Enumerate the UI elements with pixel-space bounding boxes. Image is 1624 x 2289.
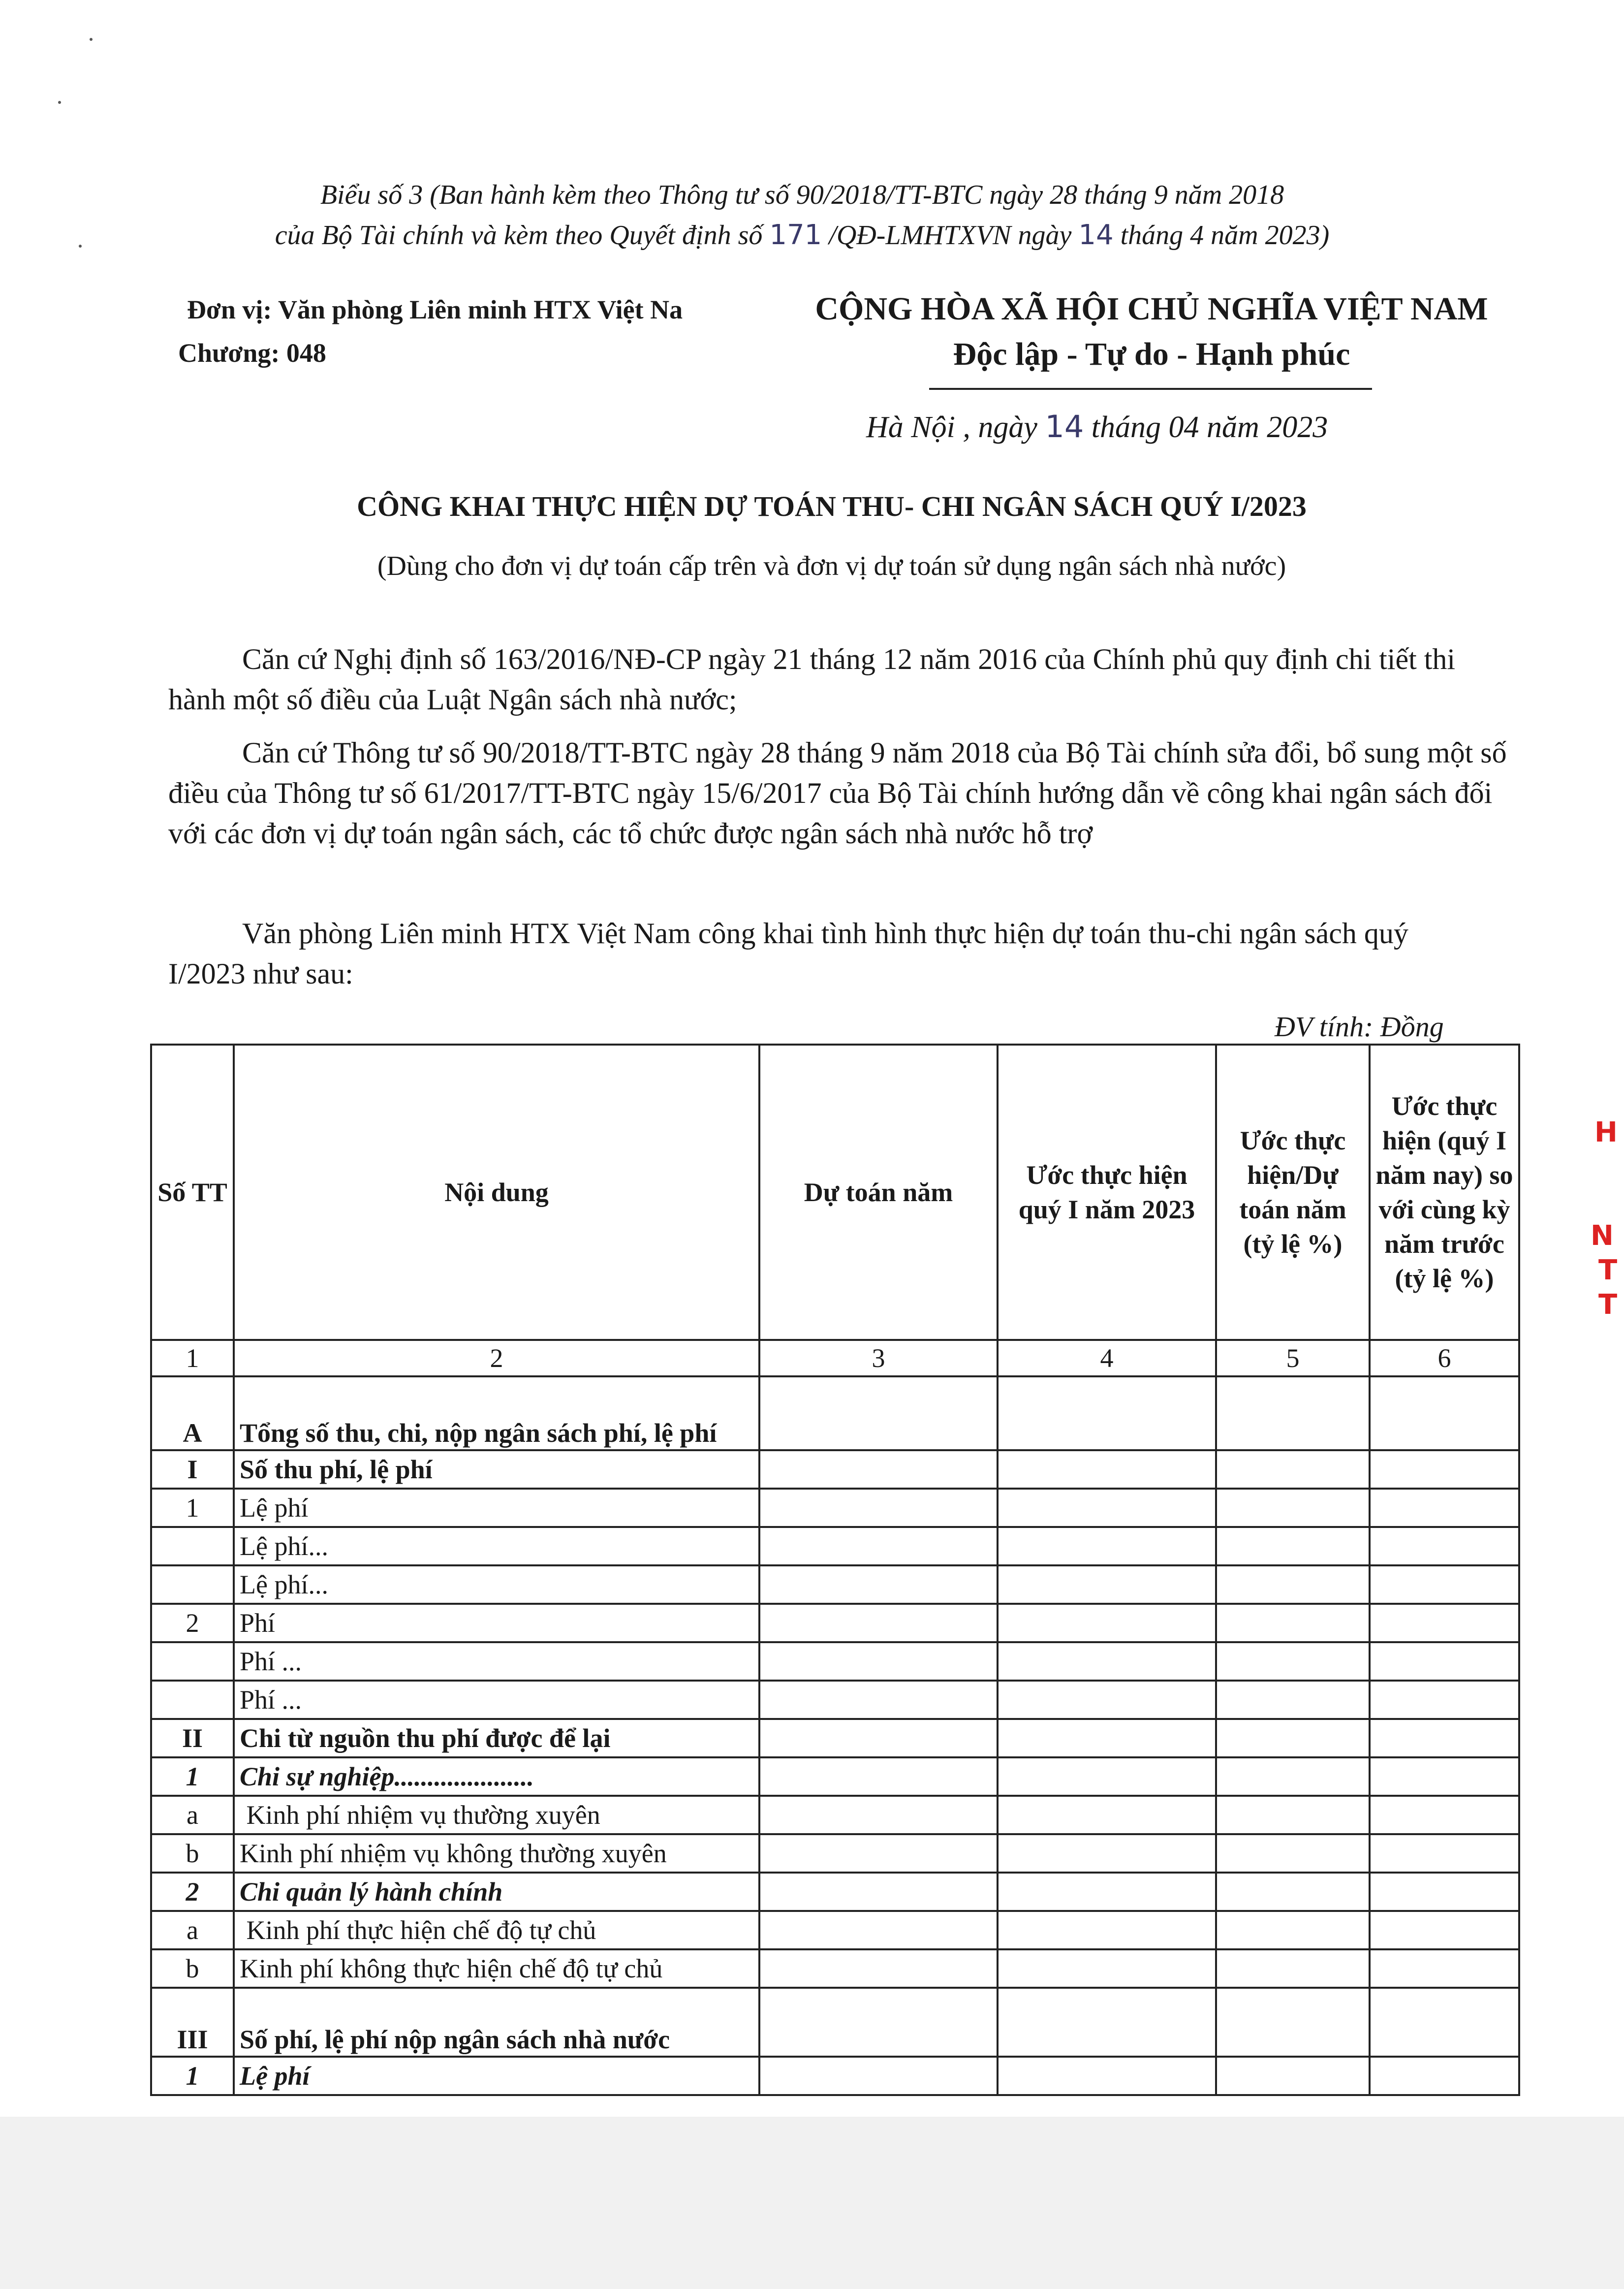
- empty-value-cell: [1370, 1988, 1519, 2057]
- row-content: Lệ phí: [234, 2057, 759, 2095]
- empty-value-cell: [1370, 1911, 1519, 1949]
- row-content: Số phí, lệ phí nộp ngân sách nhà nước: [234, 1988, 759, 2057]
- empty-value-cell: [1370, 1376, 1519, 1450]
- empty-value-cell: [1216, 1873, 1370, 1911]
- empty-value-cell: [1216, 1527, 1370, 1565]
- empty-value-cell: [1216, 1489, 1370, 1527]
- row-stt: 2: [151, 1873, 234, 1911]
- empty-value-cell: [1370, 1565, 1519, 1604]
- empty-value-cell: [759, 1796, 998, 1834]
- row-stt: 1: [151, 2057, 234, 2095]
- empty-value-cell: [1370, 1719, 1519, 1757]
- table-row: [151, 1565, 1519, 1604]
- empty-value-cell: [1370, 1642, 1519, 1681]
- row-stt: II: [151, 1719, 234, 1757]
- unit-chapter: Chương: 048: [178, 338, 326, 368]
- empty-value-cell: [1216, 1796, 1370, 1834]
- table-row: [151, 1604, 1519, 1642]
- col-number: 5: [1216, 1340, 1370, 1376]
- table-row: [151, 1376, 1519, 1450]
- row-content: Chi quản lý hành chính: [234, 1873, 759, 1911]
- empty-value-cell: [1370, 1527, 1519, 1565]
- empty-value-cell: [1216, 1450, 1370, 1489]
- row-stt: a: [151, 1796, 234, 1834]
- row-stt: 1: [151, 1757, 234, 1796]
- unit-of-measure: ĐV tính: Đồng: [1275, 1011, 1444, 1043]
- decision-number-handwritten: 171: [769, 219, 822, 251]
- budget-table: [150, 1044, 1520, 2096]
- empty-value-cell: [1216, 1834, 1370, 1873]
- table-row: [151, 1681, 1519, 1719]
- row-stt: 1: [151, 1489, 234, 1527]
- stamp-fragment: N: [1591, 1220, 1614, 1252]
- empty-value-cell: [1370, 2057, 1519, 2095]
- empty-value-cell: [998, 1376, 1216, 1450]
- empty-value-cell: [759, 1489, 998, 1527]
- row-stt: [151, 1527, 234, 1565]
- empty-value-cell: [998, 1757, 1216, 1796]
- empty-value-cell: [1216, 2057, 1370, 2095]
- scan-speck: [79, 245, 82, 248]
- row-stt: [151, 1642, 234, 1681]
- empty-value-cell: [1216, 1949, 1370, 1988]
- row-stt: a: [151, 1911, 234, 1949]
- empty-value-cell: [1370, 1681, 1519, 1719]
- empty-value-cell: [998, 1489, 1216, 1527]
- empty-value-cell: [759, 2057, 998, 2095]
- empty-value-cell: [1370, 1949, 1519, 1988]
- stamp-fragment: H: [1594, 1116, 1618, 1148]
- table-row: [151, 1988, 1519, 2057]
- empty-value-cell: [1370, 1796, 1519, 1834]
- row-content: Phí ...: [234, 1681, 759, 1719]
- empty-value-cell: [998, 2057, 1216, 2095]
- paragraph-3: Văn phòng Liên minh HTX Việt Nam công khai tình hình thực hiện dự toán thu-chi ngân sách quý I/2023 như sau:: [168, 917, 1408, 990]
- header-note-line1: Biểu số 3 (Ban hành kèm theo Thông tư số 90/2018/TT-BTC ngày 28 tháng 9 năm 2018: [320, 180, 1284, 210]
- row-content: Chi sự nghiệp.....................: [234, 1757, 759, 1796]
- empty-value-cell: [998, 1834, 1216, 1873]
- empty-value-cell: [759, 1527, 998, 1565]
- row-content: Kinh phí nhiệm vụ thường xuyên: [234, 1796, 759, 1834]
- empty-value-cell: [1216, 1988, 1370, 2057]
- row-stt: [151, 1565, 234, 1604]
- row-stt: I: [151, 1450, 234, 1489]
- empty-value-cell: [998, 1604, 1216, 1642]
- table-row: [151, 1834, 1519, 1873]
- place-date: Hà Nội , ngày 14 tháng 04 năm 2023: [866, 409, 1328, 445]
- scan-bottom-band: [0, 2117, 1624, 2289]
- empty-value-cell: [759, 1873, 998, 1911]
- empty-value-cell: [759, 1642, 998, 1681]
- empty-value-cell: [998, 1642, 1216, 1681]
- row-content: Kinh phí không thực hiện chế độ tự chủ: [234, 1949, 759, 1988]
- header-annual-estimate: Dự toán năm: [759, 1045, 998, 1340]
- header-note-line2: của Bộ Tài chính và kèm theo Quyết định số 171 /QĐ-LMHTXVN ngày 14 tháng 4 năm 2023): [275, 219, 1330, 251]
- empty-value-cell: [1216, 1376, 1370, 1450]
- slogan-underline: [929, 388, 1372, 390]
- empty-value-cell: [1216, 1604, 1370, 1642]
- table-row: [151, 1527, 1519, 1565]
- row-content: Kinh phí nhiệm vụ không thường xuyên: [234, 1834, 759, 1873]
- row-stt: 2: [151, 1604, 234, 1642]
- empty-value-cell: [759, 1565, 998, 1604]
- header-note: [162, 175, 1442, 255]
- empty-value-cell: [998, 1450, 1216, 1489]
- table-row: [151, 2057, 1519, 2095]
- row-content: Chi từ nguồn thu phí được để lại: [234, 1719, 759, 1757]
- header-ratio-estimate: Ước thực hiện/Dự toán năm (tỷ lệ %): [1216, 1045, 1370, 1340]
- unit-name: Đơn vị: Văn phòng Liên minh HTX Việt Na: [187, 295, 683, 324]
- row-content: Kinh phí thực hiện chế độ tự chủ: [234, 1911, 759, 1949]
- empty-value-cell: [1216, 1642, 1370, 1681]
- table-row: [151, 1642, 1519, 1681]
- paragraph-2: Căn cứ Thông tư số 90/2018/TT-BTC ngày 28 tháng 9 năm 2018 của Bộ Tài chính sửa đổi, bổ sung một số điều của Thông tư số 61/2017/TT-BTC ngày 15/6/2017 của Bộ Tài chính hướng dẫn về công khai ngân sách đối với các đơn vị dự toán ngân sách, các tổ chức được ngân sách nhà nước hỗ trợ: [168, 736, 1507, 850]
- empty-value-cell: [1216, 1565, 1370, 1604]
- header-content: Nội dung: [234, 1045, 759, 1340]
- row-content: Lệ phí...: [234, 1565, 759, 1604]
- document-subtitle: (Dùng cho đơn vị dự toán cấp trên và đơn vị dự toán sử dụng ngân sách nhà nước): [377, 551, 1286, 581]
- empty-value-cell: [1370, 1604, 1519, 1642]
- col-number: 6: [1370, 1340, 1519, 1376]
- col-number: 4: [998, 1340, 1216, 1376]
- decision-day-handwritten: 14: [1078, 219, 1114, 251]
- paragraph-1: Căn cứ Nghị định số 163/2016/NĐ-CP ngày 21 tháng 12 năm 2016 của Chính phủ quy định chi tiết thi hành một số điều của Luật Ngân sách nhà nước;: [168, 643, 1456, 716]
- row-content: Phí ...: [234, 1642, 759, 1681]
- table-row: [151, 1450, 1519, 1489]
- table-row: [151, 1949, 1519, 1988]
- empty-value-cell: [1216, 1681, 1370, 1719]
- empty-value-cell: [1370, 1757, 1519, 1796]
- empty-value-cell: [1370, 1834, 1519, 1873]
- empty-value-cell: [1216, 1911, 1370, 1949]
- col-number: 2: [234, 1340, 759, 1376]
- row-content: Phí: [234, 1604, 759, 1642]
- header-ratio-prev-year: Ước thực hiện (quý I năm nay) so với cùng kỳ năm trước (tỷ lệ %): [1370, 1045, 1519, 1340]
- empty-value-cell: [759, 1376, 998, 1450]
- table-row: [151, 1873, 1519, 1911]
- col-number: 3: [759, 1340, 998, 1376]
- empty-value-cell: [1216, 1719, 1370, 1757]
- empty-value-cell: [998, 1873, 1216, 1911]
- row-content: Lệ phí...: [234, 1527, 759, 1565]
- scan-speck: [58, 101, 61, 104]
- table-row: [151, 1757, 1519, 1796]
- empty-value-cell: [759, 1450, 998, 1489]
- empty-value-cell: [998, 1527, 1216, 1565]
- row-content: Lệ phí: [234, 1489, 759, 1527]
- empty-value-cell: [759, 1757, 998, 1796]
- column-number-row: [151, 1340, 1519, 1376]
- empty-value-cell: [998, 1719, 1216, 1757]
- table-row: [151, 1719, 1519, 1757]
- empty-value-cell: [759, 1719, 998, 1757]
- empty-value-cell: [1216, 1757, 1370, 1796]
- empty-value-cell: [998, 1988, 1216, 2057]
- empty-value-cell: [759, 1949, 998, 1988]
- table-row: [151, 1796, 1519, 1834]
- empty-value-cell: [998, 1796, 1216, 1834]
- empty-value-cell: [759, 1988, 998, 2057]
- stamp-fragment: T: [1598, 1254, 1618, 1286]
- empty-value-cell: [1370, 1873, 1519, 1911]
- national-motto: CỘNG HÒA XÃ HỘI CHỦ NGHĨA VIỆT NAM: [815, 291, 1488, 327]
- scan-speck: [90, 38, 93, 41]
- header-stt: Số TT: [151, 1045, 234, 1340]
- stamp-fragment: T: [1598, 1289, 1618, 1321]
- empty-value-cell: [998, 1911, 1216, 1949]
- empty-value-cell: [1370, 1489, 1519, 1527]
- empty-value-cell: [1370, 1450, 1519, 1489]
- empty-value-cell: [759, 1911, 998, 1949]
- empty-value-cell: [998, 1949, 1216, 1988]
- empty-value-cell: [759, 1681, 998, 1719]
- date-day-handwritten: 14: [1045, 409, 1084, 445]
- empty-value-cell: [998, 1681, 1216, 1719]
- national-slogan: Độc lập - Tự do - Hạnh phúc: [953, 336, 1350, 372]
- table-row: [151, 1489, 1519, 1527]
- empty-value-cell: [759, 1604, 998, 1642]
- row-stt: [151, 1681, 234, 1719]
- row-stt: III: [151, 1988, 234, 2057]
- row-content: Tổng số thu, chi, nộp ngân sách phí, lệ phí: [234, 1376, 759, 1450]
- document-title: CÔNG KHAI THỰC HIỆN DỰ TOÁN THU- CHI NGÂN SÁCH QUÝ I/2023: [357, 490, 1307, 522]
- header-q1-estimate: Ước thực hiện quý I năm 2023: [998, 1045, 1216, 1340]
- row-stt: b: [151, 1834, 234, 1873]
- row-content: Số thu phí, lệ phí: [234, 1450, 759, 1489]
- row-stt: A: [151, 1376, 234, 1450]
- empty-value-cell: [759, 1834, 998, 1873]
- table-row: [151, 1911, 1519, 1949]
- empty-value-cell: [998, 1565, 1216, 1604]
- col-number: 1: [151, 1340, 234, 1376]
- row-stt: b: [151, 1949, 234, 1988]
